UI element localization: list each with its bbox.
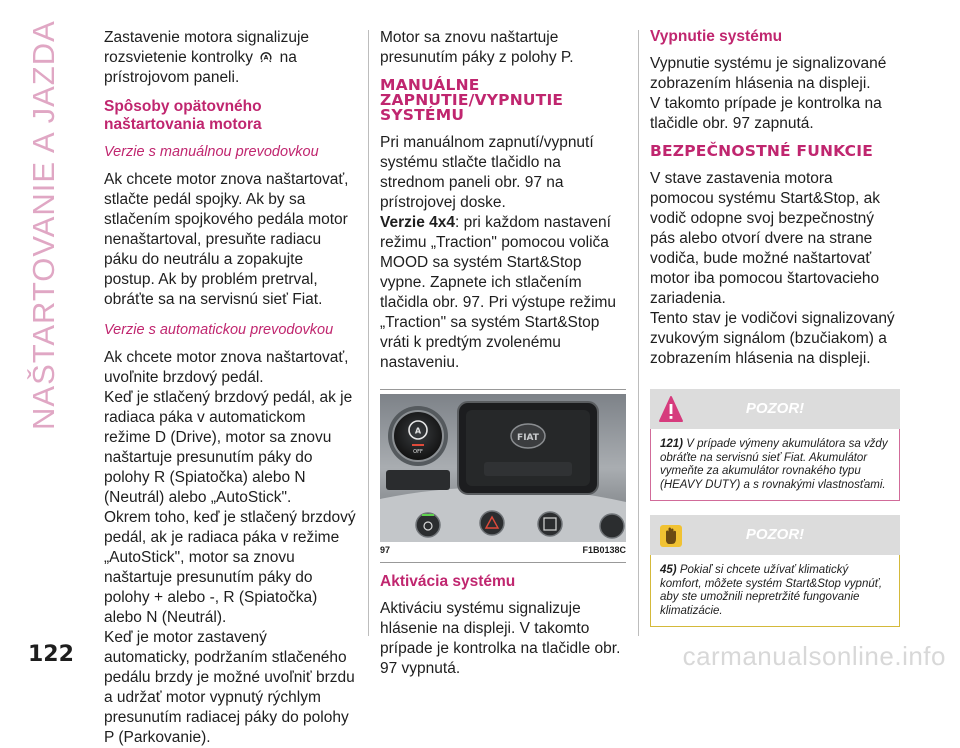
heading-manual-onoff: MANUÁLNE ZAPNUTIE/VYPNUTIE SYSTÉMU <box>380 76 564 124</box>
warning-text: Pokiaľ si chcete užívať klimatický komfort, môžete systém Start&Stop vypnúť, aby ste umožnili nepretržité fungovanie klimatizácie. <box>660 564 883 617</box>
chapter-title: NAŠTARTOVANIE A JAZDA <box>26 20 61 430</box>
heading-deactivation: Vypnutie systému <box>650 28 783 45</box>
auto-paragraph-3: Okrem toho, keď je stlačený brzdový pedál, ak je radiaca páka v režime „AutoStick", motor sa znovu naštartuje presunutím páky do polohy + alebo -, R (Spiatočka) alebo N (Neutrál). <box>104 509 356 626</box>
heading-activation: Aktivácia systému <box>380 573 516 590</box>
svg-text:A: A <box>414 426 422 436</box>
column-divider <box>638 30 639 636</box>
warning-number: 121) <box>660 438 684 450</box>
intro-text-1: Zastavenie motora signalizuje rozsvietenie kontrolky <box>104 29 310 66</box>
figure-code: F1B0138C <box>582 545 626 555</box>
auto-paragraph-2: Keď je stlačený brzdový pedál, ak je radiaca páka v automatickom režime D (Drive), motor sa znovu naštartuje presunutím páky do polohy R (Spiatočka) alebo N (Neutrál) alebo „AutoStick". <box>104 389 353 506</box>
safety-paragraph-1: V stave zastavenia motora pomocou systému Start&Stop, ak vodič odopne svoj bezpečnostný pás alebo otvorí dvere na strane vodiča, bude možné naštartovať motor iba pomocou štartovacieho zariadenia. <box>650 170 881 307</box>
manual-onoff-paragraph: Pri manuálnom zapnutí/vypnutí systému stlačte tlačidlo na strednom paneli obr. 97 na prístrojovej doske. <box>380 134 594 211</box>
subheading-manual: Verzie s manuálnou prevodovkou <box>104 144 319 160</box>
safety-paragraph-2: Tento stav je vodičovi signalizovaný zvukovým signálom (bzučiakom) a zobrazením hlásenia na displeji. <box>650 310 895 367</box>
subheading-auto: Verzie s automatickou prevodovkou <box>104 322 334 338</box>
warning-box-2 <box>650 515 900 627</box>
heading-restart: Spôsoby opätovného naštartovania motora <box>104 98 262 133</box>
start-stop-lamp-icon <box>259 50 273 64</box>
warning-title: POZOR! <box>745 526 805 543</box>
figure-97 <box>380 389 626 563</box>
warning-header <box>650 515 900 555</box>
activation-paragraph: Aktiváciu systému signalizuje hlásenie na displeji. V takomto prípade je kontrolka na tlačidle obr. 97 vypnutá. <box>380 600 621 677</box>
deactivation-paragraph-2: V takomto prípade je kontrolka na tlačidle obr. 97 zapnutá. <box>650 95 882 132</box>
continuation-paragraph: Motor sa znovu naštartuje presunutím páky z polohy P. <box>380 29 574 66</box>
v4x4-label: Verzie 4x4 <box>380 214 455 231</box>
v4x4-paragraph <box>380 213 628 373</box>
column-3 <box>650 28 900 641</box>
column-2 <box>380 28 628 689</box>
column-divider <box>368 30 369 636</box>
warning-number: 45) <box>660 564 677 576</box>
intro-paragraph <box>104 28 356 88</box>
warning-body <box>650 429 900 501</box>
intro-text-2: na prístrojovom paneli. <box>104 49 297 86</box>
watermark: carmanualsonline.info <box>682 641 946 671</box>
svg-text:FIAT: FIAT <box>517 433 539 443</box>
svg-text:A: A <box>263 54 269 62</box>
auto-paragraph-1: Ak chcete motor znova naštartovať, uvoľnite brzdový pedál. <box>104 349 349 386</box>
warning-body <box>650 555 900 627</box>
heading-safety: BEZPEČNOSTNÉ FUNKCIE <box>650 142 873 160</box>
dashboard-photo <box>380 394 626 542</box>
off-label: OFF <box>413 449 423 455</box>
auto-paragraph-4: Keď je motor zastavený automaticky, podržaním stlačeného pedálu brzdy je možné uvoľniť brzdu a udržať motor vypnutý rýchlym presunutím radiacej páky do polohy P (Parkovanie). <box>104 629 355 746</box>
column-1 <box>104 28 356 748</box>
v4x4-text: : pri každom nastavení režimu „Traction" pomocou voliča MOOD sa systém Start&Stop vypne. Zapnete ich stlačením tlačidla obr. 97. Pri výstupe režimu „Traction" sa systém Start&Stop vráti k predtým zvolenému nastaveniu. <box>380 214 617 371</box>
figure-number: 97 <box>380 545 391 555</box>
deactivation-paragraph-1: Vypnutie systému je signalizované zobrazením hlásenia na displeji. <box>650 55 887 92</box>
manual-paragraph: Ak chcete motor znova naštartovať, stlačte pedál spojky. Ak by sa stlačením spojkového pedála motor nenaštartoval, presuňte radiacu páku do neutrálu a zopakujte postup. Ak by problém pretrval, obráťte sa na servisnú sieť Fiat. <box>104 171 349 308</box>
page-number: 122 <box>28 642 74 667</box>
warning-header <box>650 389 900 429</box>
warning-box-1 <box>650 389 900 501</box>
warning-text: V prípade výmeny akumulátora sa vždy obráťte na servisnú sieť Fiat. Akumulátor vymeňte za akumulátor rovnakého typu (HEAVY DUTY) a s rovnakými vlastnosťami. <box>660 438 888 491</box>
warning-title: POZOR! <box>745 400 805 417</box>
